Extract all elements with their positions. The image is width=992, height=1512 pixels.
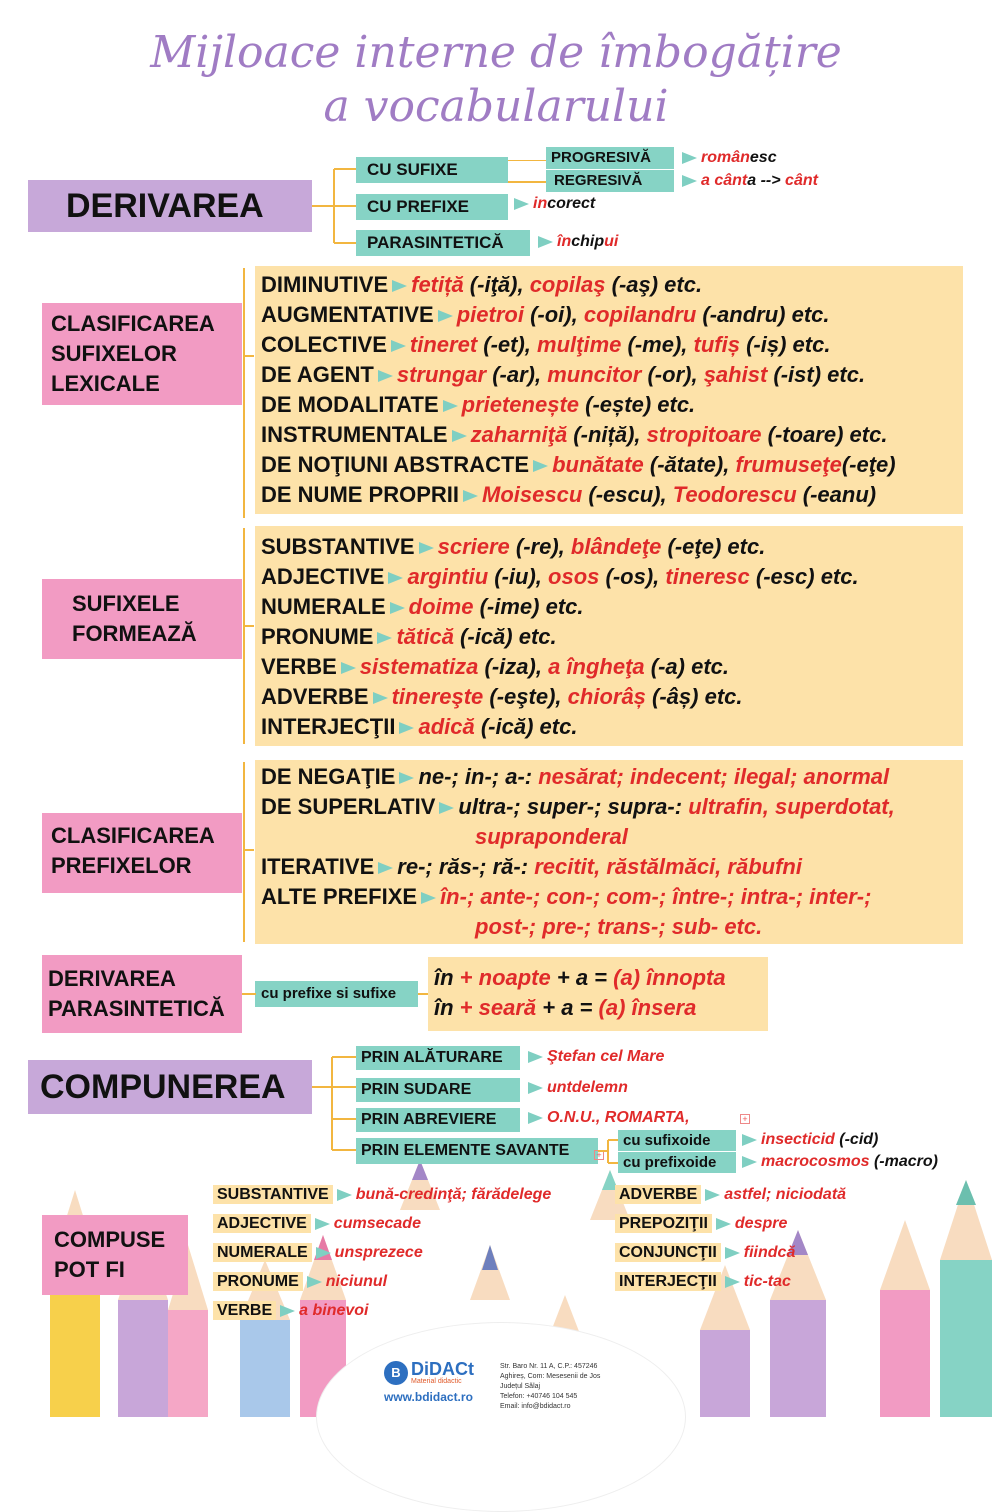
row-value: pietroi	[456, 302, 524, 327]
parasintetica-example: închipui	[534, 232, 618, 252]
prin-alaturare-box: PRIN ALĂTURARE	[356, 1046, 520, 1070]
row-value: ultra-; super-; supra-:	[458, 794, 689, 819]
expand-icon: +	[594, 1150, 604, 1160]
compuse-example: despre	[734, 1215, 788, 1232]
cu-prefixoide-example: macrocosmos (-macro)	[738, 1152, 938, 1172]
compunerea-label: COMPUNEREA	[28, 1060, 312, 1114]
arrow-icon	[390, 602, 405, 614]
arrow-icon	[528, 1082, 543, 1094]
row-value: (-iș) etc.	[739, 332, 831, 357]
arrow-icon	[716, 1218, 731, 1230]
arrow-icon	[391, 340, 406, 352]
arrow-icon	[378, 862, 393, 874]
row-value: (-ime) etc.	[473, 594, 584, 619]
arrow-icon	[307, 1276, 322, 1288]
row-value: (-ică) etc.	[474, 714, 578, 739]
clasificarea-prefixelor-panel	[255, 760, 963, 944]
sufixele-formeaza-label: SUFIXELE FORMEAZĂ	[42, 579, 242, 659]
arrow-icon	[388, 572, 403, 584]
row-value: (-eşte),	[483, 684, 568, 709]
example-part: (a)	[613, 965, 647, 990]
row-value: (-ist) etc.	[767, 362, 866, 387]
row-value: re-; răs-; ră-:	[397, 854, 535, 879]
arrow-icon	[377, 632, 392, 644]
row-key: PRONUME	[261, 624, 374, 649]
compuse-category: PREPOZIŢII	[615, 1214, 712, 1233]
row-value: prietenește	[461, 392, 580, 417]
row-value: stropitoare	[646, 422, 762, 447]
arrow-icon	[421, 892, 436, 904]
row-value: (-iu),	[488, 564, 549, 589]
page-title	[0, 26, 992, 134]
row-value: copilandru	[583, 302, 697, 327]
row-key: SUBSTANTIVE	[261, 534, 415, 559]
title-line-2: a vocabularului	[323, 81, 669, 132]
row-key: ITERATIVE	[261, 854, 375, 879]
didact-logo-icon: B	[384, 1361, 408, 1385]
footer-logo-badge	[316, 1322, 686, 1512]
list-item	[213, 1186, 551, 1215]
list-item	[261, 852, 963, 882]
row-value: (-aş) etc.	[605, 272, 703, 297]
parasintetica-examples-panel	[428, 957, 768, 1031]
compuse-example: tic-tac	[743, 1273, 791, 1290]
arrow-icon	[742, 1156, 757, 1168]
compuse-category: ADVERBE	[615, 1185, 701, 1204]
row-key: ADJECTIVE	[261, 564, 385, 589]
row-value: Moisescu	[482, 482, 583, 507]
row-value: (-escu),	[582, 482, 673, 507]
prin-sudare-box: PRIN SUDARE	[356, 1078, 520, 1102]
compuse-category: VERBE	[213, 1301, 276, 1320]
list-item	[261, 652, 963, 682]
list-item	[261, 562, 963, 592]
row-value: (-os),	[599, 564, 666, 589]
arrow-icon	[705, 1189, 720, 1201]
compuse-category: CONJUNCŢII	[615, 1243, 721, 1262]
row-value: ne-; in-; a-:	[418, 764, 539, 789]
compuse-example: fiindcă	[743, 1244, 796, 1261]
list-item	[615, 1186, 846, 1215]
arrow-icon	[378, 370, 393, 382]
list-item	[261, 532, 963, 562]
connector-line	[242, 993, 432, 997]
row-value: (-me),	[621, 332, 694, 357]
list-item	[615, 1244, 846, 1273]
list-item	[261, 622, 963, 652]
arrow-icon	[538, 236, 553, 248]
row-value: sistematiza	[359, 654, 479, 679]
cu-prefixe-example: incorect	[510, 194, 595, 214]
arrow-icon	[399, 722, 414, 734]
arrow-icon	[682, 175, 697, 187]
row-value: tinereşte	[391, 684, 484, 709]
example-part: + noapte	[453, 965, 557, 990]
row-value: (-ică) etc.	[453, 624, 557, 649]
clasificarea-prefixelor-label: CLASIFICAREA PREFIXELOR	[42, 813, 242, 893]
row-value: în-; ante-; con-; com-; între-; intra-; inter-;	[440, 884, 872, 909]
footer-address: Str. Baro Nr. 11 A, C.P.: 457246 Aghireș, Com: Mesesenii de Jos Județul Sălaj Telefon: +40746 104 545 Email: info@bdidact.ro	[500, 1363, 601, 1410]
row-key: ADVERBE	[261, 684, 369, 709]
compuse-example: niciunul	[325, 1273, 388, 1290]
footer-logo	[384, 1360, 494, 1404]
row-value: copilaş	[529, 272, 606, 297]
prin-elemente-savante-box: PRIN ELEMENTE SAVANTE	[356, 1138, 598, 1164]
row-value: zaharniţă	[470, 422, 568, 447]
row-value: tineresc	[665, 564, 750, 589]
row-key: DE AGENT	[261, 362, 374, 387]
arrow-icon	[452, 430, 467, 442]
row-value: (-ește) etc.	[579, 392, 696, 417]
list-item	[261, 330, 963, 360]
arrow-icon	[392, 280, 407, 292]
arrow-icon	[514, 198, 529, 210]
list-item	[213, 1273, 551, 1302]
row-value: (-oi),	[523, 302, 584, 327]
list-item	[261, 592, 963, 622]
row-value: doime	[408, 594, 474, 619]
row-value: şahist	[703, 362, 768, 387]
row-key: DE NOŢIUNI ABSTRACTE	[261, 452, 530, 477]
expand-icon: +	[740, 1114, 750, 1124]
row-value: (-or),	[641, 362, 704, 387]
parasintetica-box: PARASINTETICĂ	[356, 230, 530, 256]
arrow-icon	[315, 1218, 330, 1230]
row-value: post-; pre-; trans-; sub- etc.	[475, 914, 763, 939]
derivarea-label: DERIVAREA	[28, 180, 312, 232]
row-value: (-eanu)	[796, 482, 877, 507]
list-item	[261, 682, 963, 712]
row-key: ALTE PREFIXE	[261, 884, 418, 909]
row-value: ultrafin, superdotat,	[688, 794, 895, 819]
arrow-icon	[341, 662, 356, 674]
list-item	[615, 1215, 846, 1244]
row-key: DIMINUTIVE	[261, 272, 389, 297]
row-value: tufiș	[693, 332, 740, 357]
list-item	[261, 300, 963, 330]
row-value: tătică	[396, 624, 454, 649]
cu-prefixoide-box: cu prefixoide	[618, 1152, 736, 1173]
footer-url[interactable]: www.bdidact.ro	[384, 1390, 473, 1404]
row-key: DE NEGAŢIE	[261, 764, 396, 789]
list-item	[261, 390, 963, 420]
prin-alaturare-example: Ştefan cel Mare	[524, 1047, 664, 1067]
row-value: blândeţe	[570, 534, 662, 559]
compuse-example: a binevoi	[299, 1302, 369, 1319]
arrow-icon	[399, 772, 414, 784]
arrow-icon	[528, 1051, 543, 1063]
cu-sufixoide-box: cu sufixoide	[618, 1130, 736, 1151]
row-value: adică	[418, 714, 475, 739]
compuse-category: ADJECTIVE	[213, 1214, 311, 1233]
list-item	[261, 792, 963, 822]
row-value: (-a) etc.	[644, 654, 730, 679]
row-value: (-andru) etc.	[696, 302, 830, 327]
row-value: fetiță	[411, 272, 464, 297]
example-part: (a)	[598, 995, 632, 1020]
arrow-icon	[439, 802, 454, 814]
compuse-right-list	[615, 1186, 846, 1302]
cu-sufixoide-example: insecticid (-cid)	[738, 1130, 878, 1150]
row-key: DE NUME PROPRII	[261, 482, 460, 507]
regresiva-box: REGRESIVĂ	[546, 170, 674, 192]
compuse-category: PRONUME	[213, 1272, 303, 1291]
progresiva-example: românesc	[678, 148, 777, 168]
arrow-icon	[725, 1247, 740, 1259]
example-part: însera	[631, 995, 697, 1020]
example-part: în	[434, 965, 454, 990]
list-item	[213, 1244, 551, 1273]
compunerea-connectors	[312, 1045, 362, 1155]
list-item	[261, 360, 963, 390]
compuse-category: NUMERALE	[213, 1243, 312, 1262]
regresiva-example: a cânta --> cânt	[678, 171, 818, 191]
cu-sufixe-box: CU SUFIXE	[356, 157, 508, 183]
prin-abreviere-example: O.N.U., ROMARTA,	[524, 1108, 690, 1128]
example-line	[434, 993, 768, 1023]
arrow-icon	[419, 542, 434, 554]
row-value: (-eţe) etc.	[661, 534, 766, 559]
row-value: mulţime	[537, 332, 622, 357]
row-value: (-iza),	[478, 654, 549, 679]
arrow-icon	[533, 460, 548, 472]
footer-brand-sub: Material didactic	[411, 1378, 462, 1385]
list-item	[261, 882, 963, 912]
arrow-icon	[742, 1134, 757, 1146]
row-value: tineret	[409, 332, 478, 357]
example-part: + a =	[556, 965, 614, 990]
row-key: VERBE	[261, 654, 337, 679]
row-key: NUMERALE	[261, 594, 386, 619]
list-item	[261, 822, 963, 852]
row-value: Teodorescu	[672, 482, 797, 507]
sufixele-formeaza-panel	[255, 526, 963, 746]
row-value: bunătate	[552, 452, 644, 477]
row-value: scriere	[437, 534, 510, 559]
row-value: frumuseţe	[735, 452, 842, 477]
connector-line	[598, 1138, 620, 1168]
compuse-example: bună-credinţă; fărădelege	[355, 1186, 552, 1203]
row-key: DE MODALITATE	[261, 392, 439, 417]
row-key: INSTRUMENTALE	[261, 422, 448, 447]
example-part: + a =	[542, 995, 599, 1020]
compuse-example: cumsecade	[333, 1215, 421, 1232]
example-part: + seară	[453, 995, 543, 1020]
row-value: (-re),	[509, 534, 571, 559]
example-part: înnopta	[646, 965, 726, 990]
row-value: recitit, răstălmăci, răbufni	[534, 854, 802, 879]
row-value: (-iţă),	[463, 272, 530, 297]
row-value: argintiu	[407, 564, 489, 589]
row-value: strungar	[396, 362, 487, 387]
row-value: nesărat; indecent; ilegal; anormal	[538, 764, 890, 789]
compuse-pot-fi-label: COMPUSE POT FI	[42, 1215, 188, 1295]
list-item	[261, 270, 963, 300]
row-key: COLECTIVE	[261, 332, 387, 357]
list-item	[261, 762, 963, 792]
row-value: (-ar),	[486, 362, 548, 387]
derivarea-parasintetica-label: DERIVAREA PARASINTETICĂ	[42, 955, 242, 1033]
row-value: (-eţe)	[841, 452, 896, 477]
footer-brand: DiDACt	[411, 1359, 474, 1379]
compuse-category: SUBSTANTIVE	[213, 1185, 333, 1204]
arrow-icon	[373, 692, 388, 704]
arrow-icon	[280, 1305, 295, 1317]
row-value: (-âș) etc.	[645, 684, 743, 709]
connector-line	[242, 528, 256, 744]
compuse-example: unsprezece	[334, 1244, 423, 1261]
example-part: în	[434, 995, 454, 1020]
row-key: AUGMENTATIVE	[261, 302, 434, 327]
connector-line	[242, 762, 256, 942]
example-line	[434, 963, 768, 993]
prin-sudare-example: untdelemn	[524, 1078, 628, 1098]
title-line-1: Mijloace interne de îmbogățire	[150, 27, 842, 78]
row-value: muncitor	[547, 362, 642, 387]
row-value: supraponderal	[475, 824, 628, 849]
row-value: (-toare) etc.	[761, 422, 888, 447]
row-value: (-esc) etc.	[749, 564, 859, 589]
row-value: (-ătate),	[643, 452, 736, 477]
clasificarea-sufixelor-label: CLASIFICAREA SUFIXELOR LEXICALE	[42, 303, 242, 405]
arrow-icon	[682, 152, 697, 164]
cu-prefixe-box: CU PREFIXE	[356, 194, 508, 220]
clasificarea-sufixelor-panel	[255, 266, 963, 514]
arrow-icon	[528, 1112, 543, 1124]
progresiva-box: PROGRESIVĂ	[546, 147, 674, 169]
prin-abreviere-box: PRIN ABREVIERE	[356, 1108, 520, 1132]
list-item	[261, 420, 963, 450]
list-item	[261, 450, 963, 480]
row-value: (-niță),	[567, 422, 647, 447]
arrow-icon	[725, 1276, 740, 1288]
list-item	[261, 912, 963, 942]
row-value: (-et),	[477, 332, 538, 357]
compuse-left-list	[213, 1186, 551, 1331]
row-value: osos	[548, 564, 600, 589]
row-value: a îngheţa	[548, 654, 645, 679]
compuse-category: INTERJECŢII	[615, 1272, 721, 1291]
list-item	[261, 712, 963, 742]
arrow-icon	[438, 310, 453, 322]
arrow-icon	[316, 1247, 331, 1259]
arrow-icon	[463, 490, 478, 502]
list-item	[615, 1273, 846, 1302]
row-value: chiorâș	[567, 684, 646, 709]
row-key: INTERJECŢII	[261, 714, 396, 739]
arrow-icon	[443, 400, 458, 412]
list-item	[261, 480, 963, 510]
compuse-example: astfel; niciodată	[724, 1186, 847, 1203]
cu-prefixe-si-sufixe-box: cu prefixe si sufixe	[255, 981, 418, 1007]
connector-line	[242, 268, 256, 518]
row-key: DE SUPERLATIV	[261, 794, 436, 819]
list-item	[213, 1215, 551, 1244]
arrow-icon	[337, 1189, 352, 1201]
